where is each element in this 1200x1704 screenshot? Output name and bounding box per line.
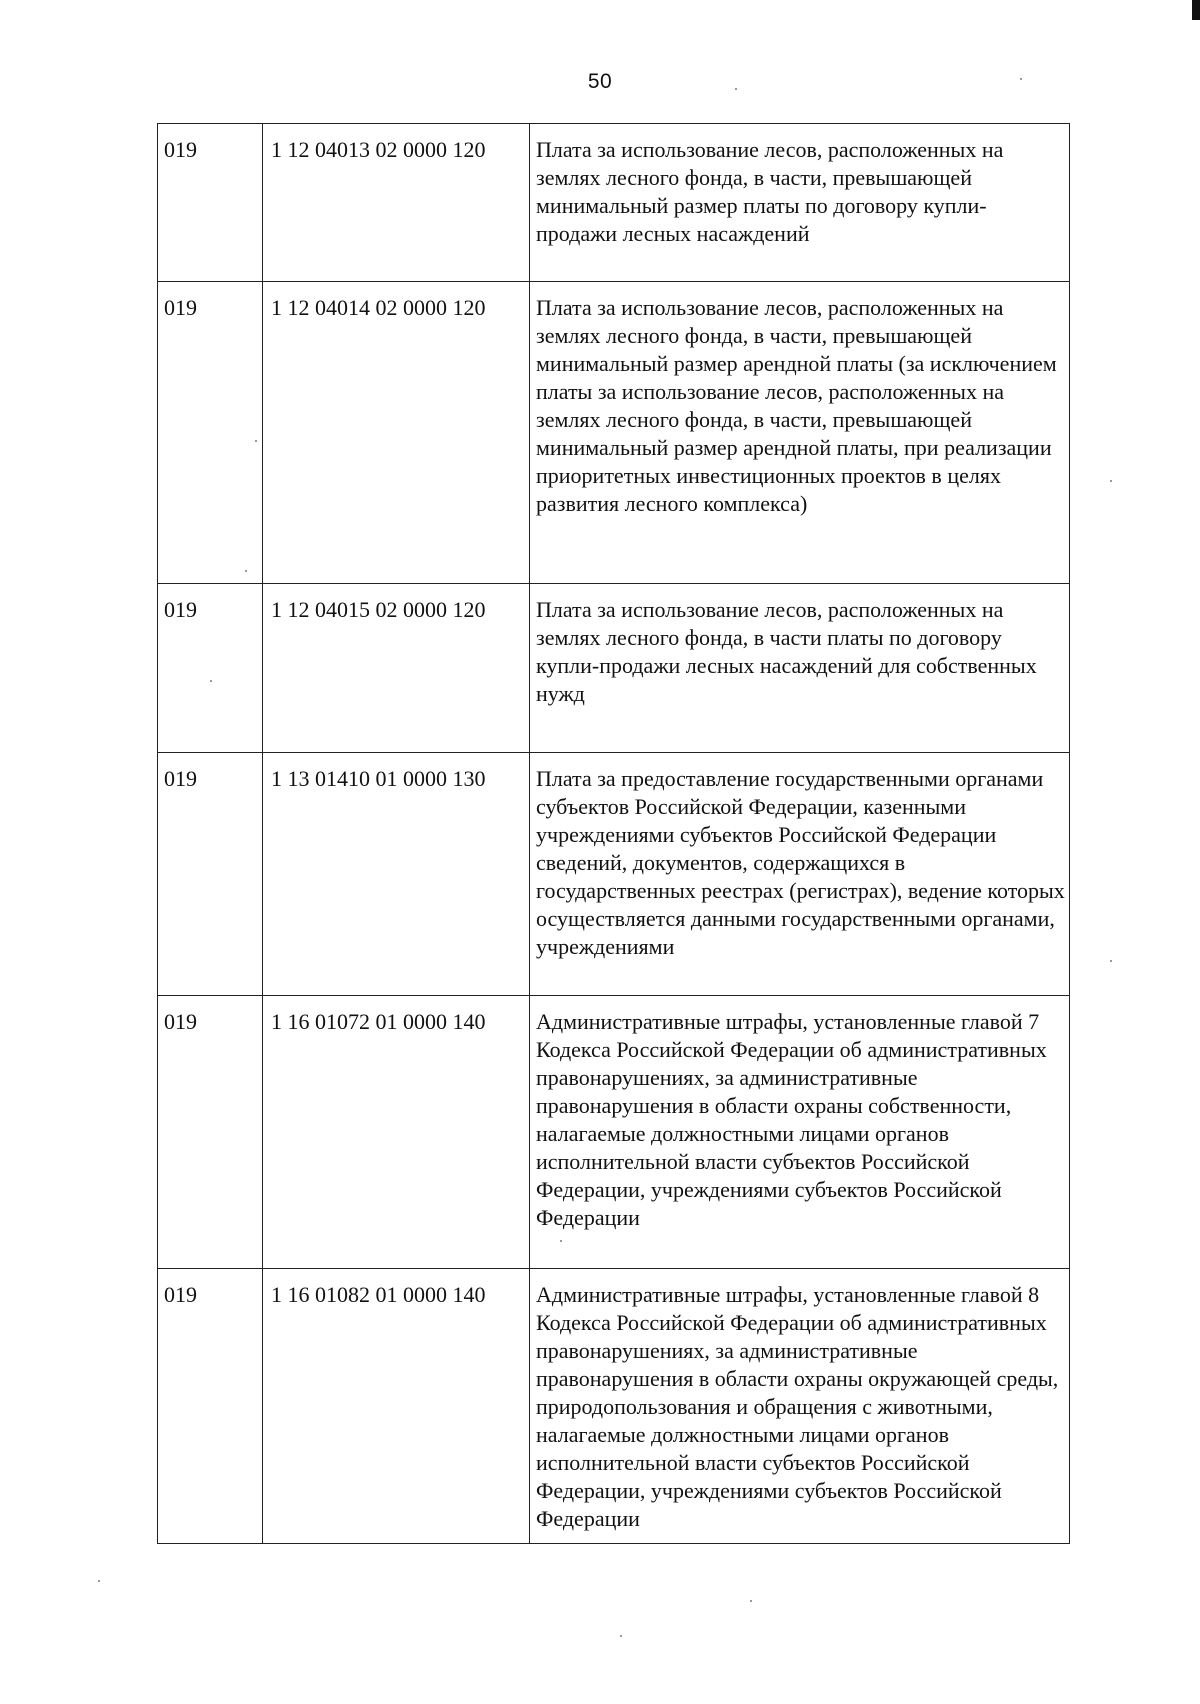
budget-codes-table [157,123,1070,1544]
page-number: 50 [587,70,613,93]
budget-code-cell: 1 16 01082 01 0000 140 [263,1269,530,1544]
scan-speck [1110,960,1112,962]
admin-code-cell: 019 [158,753,263,996]
revenue-name-cell: Административные штрафы, установленные главой 8 Кодекса Российской Федерации об административных правонарушениях, за административные правонарушения в области охраны окружающей среды, природопользования и обращения с животными, налагаемые должностными лицами органов исполнительной власти субъектов Российской Федерации, учреждениями субъектов Российской Федерации [530,1269,1070,1544]
scan-speck [1020,78,1022,80]
admin-code-cell: 019 [158,584,263,753]
budget-code-cell: 1 16 01072 01 0000 140 [263,996,530,1269]
scan-speck [560,1240,562,1242]
admin-code-cell: 019 [158,996,263,1269]
admin-code-cell: 019 [158,124,263,282]
scan-speck [620,1635,622,1637]
revenue-name-cell: Плата за использование лесов, расположенных на землях лесного фонда, в части платы по договору купли-продажи лесных насаждений для собственных нужд [530,584,1070,753]
table-row [158,584,1070,753]
revenue-name-cell: Плата за использование лесов, расположенных на землях лесного фонда, в части, превышающей минимальный размер платы по договору купли-продажи лесных насаждений [530,124,1070,282]
scan-speck [735,88,737,90]
budget-code-cell: 1 12 04014 02 0000 120 [263,282,530,584]
table-row [158,282,1070,584]
budget-code-cell: 1 12 04013 02 0000 120 [263,124,530,282]
budget-code-cell: 1 13 01410 01 0000 130 [263,753,530,996]
scan-speck [210,680,212,682]
revenue-name-cell: Плата за использование лесов, расположенных на землях лесного фонда, в части, превышающей минимальный размер арендной платы (за исключением платы за использование лесов, расположенных на землях лесного фонда, в части, превышающей минимальный размер арендной платы, при реализации приоритетных инвестиционных проектов в целях развития лесного комплекса) [530,282,1070,584]
revenue-name-cell: Плата за предоставление государственными органами субъектов Российской Федерации, казенными учреждениями субъектов Российской Федерации сведений, документов, содержащихся в государственных реестрах (регистрах), ведение которых осуществляется данными государственными органами, учреждениями [530,753,1070,996]
scan-corner-mark [1192,0,1200,20]
admin-code-cell: 019 [158,282,263,584]
admin-code-cell: 019 [158,1269,263,1544]
scan-speck [750,1600,752,1602]
table-row [158,124,1070,282]
revenue-name-cell: Административные штрафы, установленные главой 7 Кодекса Российской Федерации об административных правонарушениях, за административные правонарушения в области охраны собственности, налагаемые должностными лицами органов исполнительной власти субъектов Российской Федерации, учреждениями субъектов Российской Федерации [530,996,1070,1269]
table-row [158,996,1070,1269]
scan-speck [255,440,257,442]
budget-code-cell: 1 12 04015 02 0000 120 [263,584,530,753]
scan-speck [98,1580,100,1582]
table-row [158,753,1070,996]
scan-speck [1110,480,1112,482]
table-row [158,1269,1070,1544]
scan-speck [245,570,247,572]
